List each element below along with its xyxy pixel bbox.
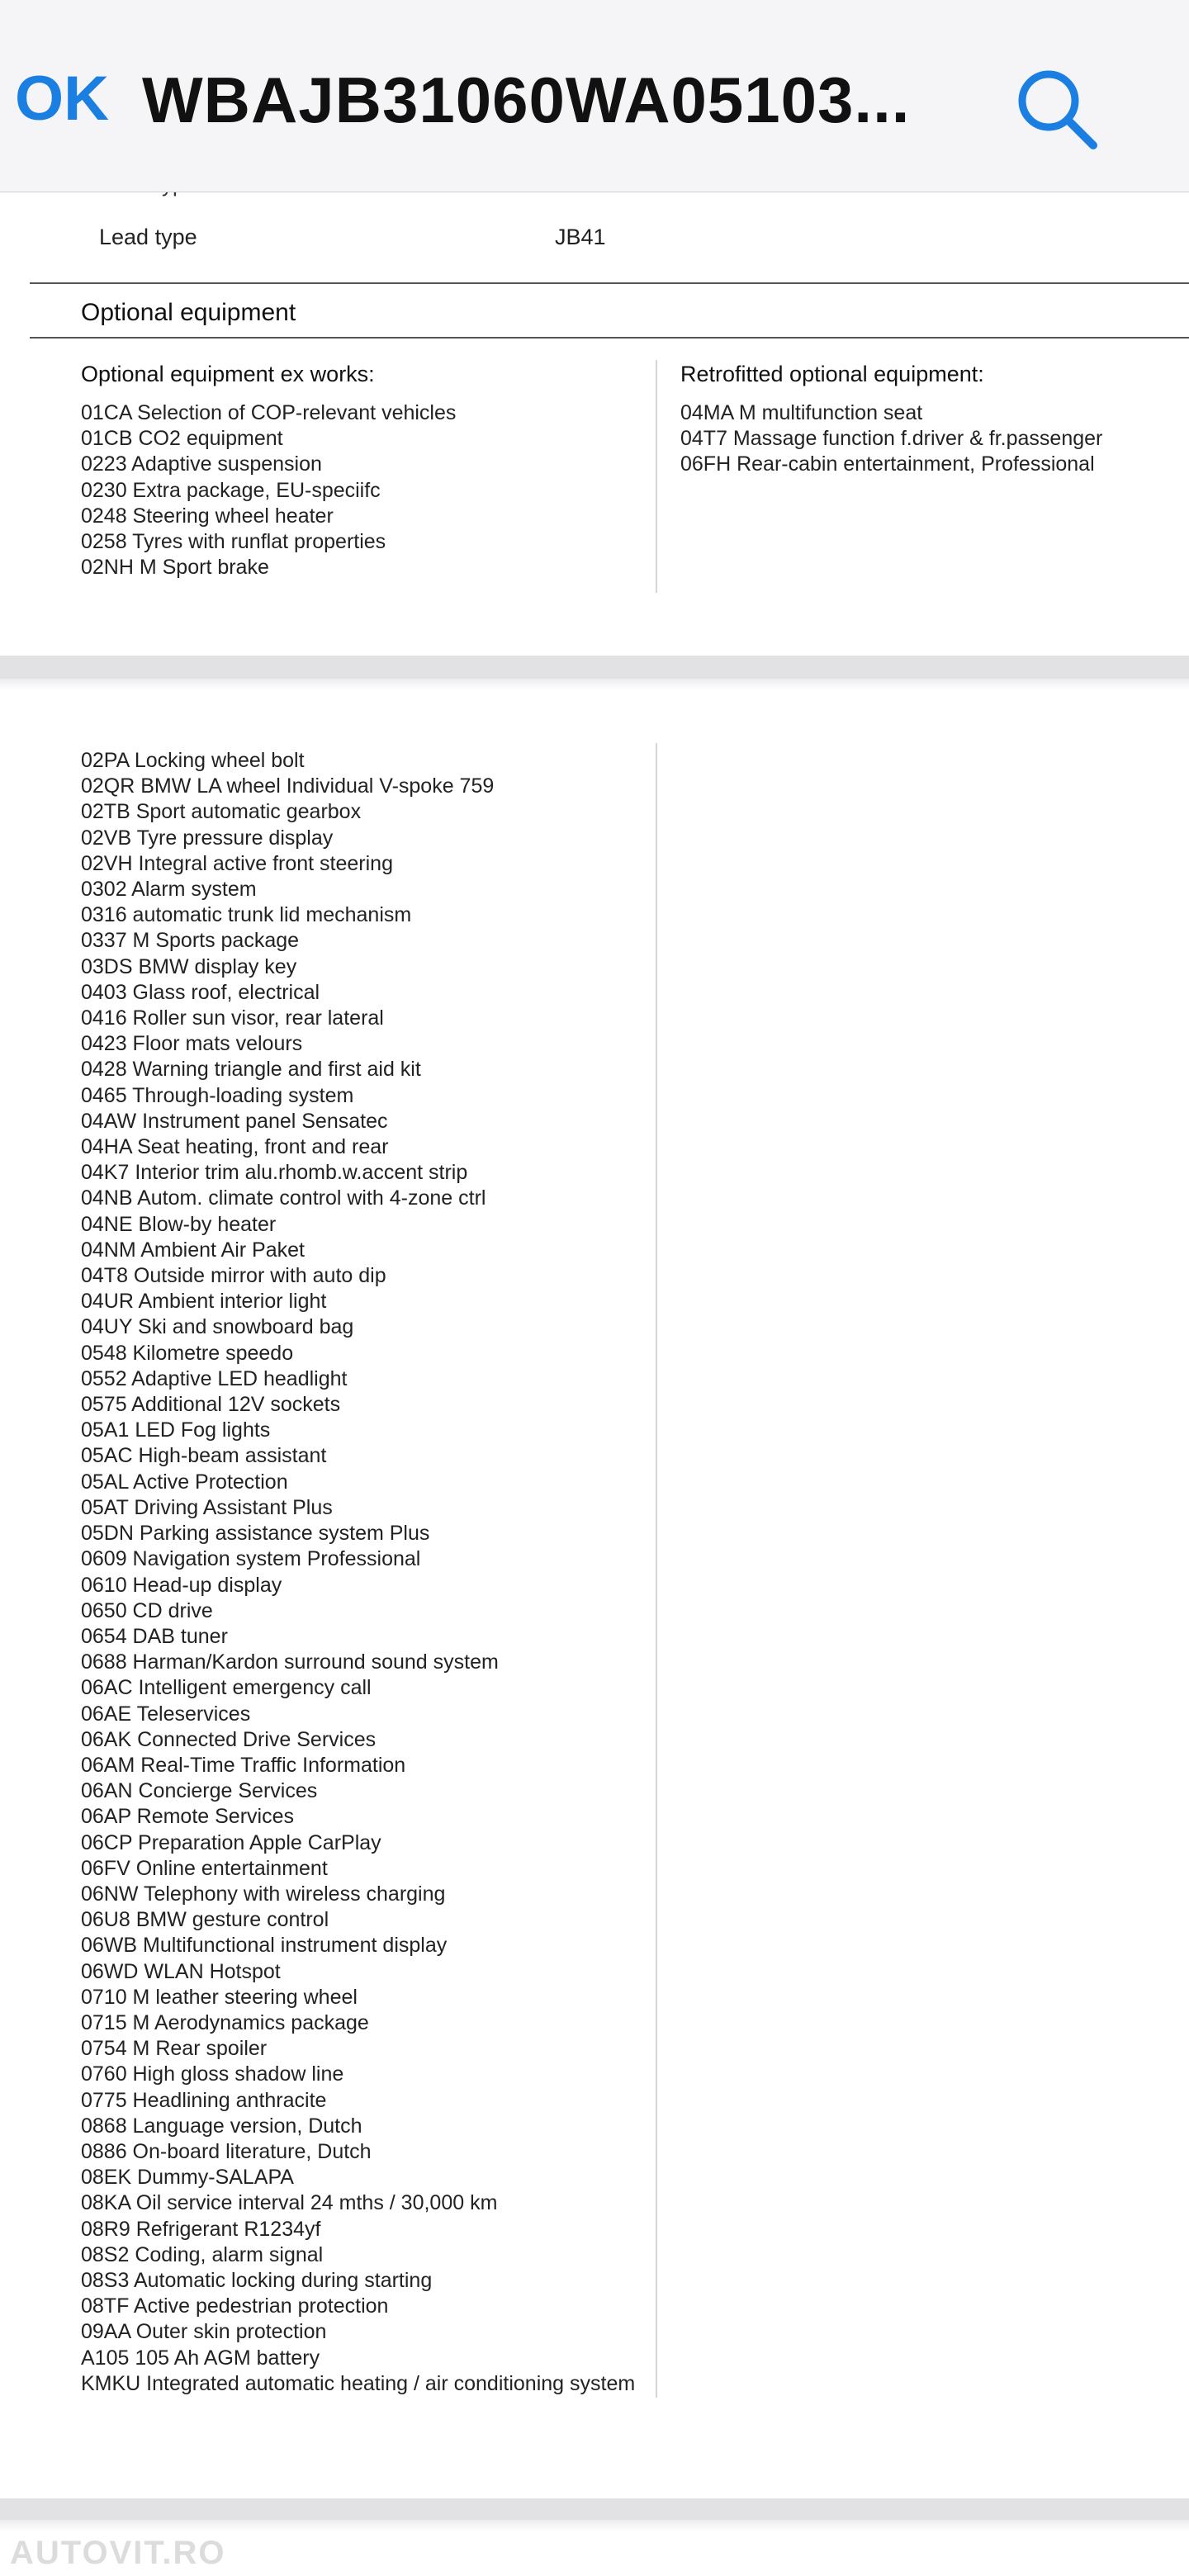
page-break-shadow <box>0 2520 1189 2531</box>
list-item: 0654 DAB tuner <box>81 1624 228 1648</box>
list-item: 0423 Floor mats velours <box>81 1032 303 1056</box>
list-item: 08TF Active pedestrian protection <box>81 2294 389 2318</box>
list-item: 06NW Telephony with wireless charging <box>81 1882 446 1906</box>
list-item: 04HA Seat heating, front and rear <box>81 1135 389 1159</box>
list-item: 04UR Ambient interior light <box>81 1290 327 1314</box>
list-item: 0552 Adaptive LED headlight <box>81 1366 348 1390</box>
list-item: 05A1 LED Fog lights <box>81 1418 271 1442</box>
list-item: 0609 Navigation system Professional <box>81 1547 421 1571</box>
ok-button[interactable]: OK <box>15 64 109 134</box>
section-title: Optional equipment <box>81 299 296 326</box>
list-item: 0754 M Rear spoiler <box>81 2037 268 2061</box>
list-item: 06FV Online entertainment <box>81 1856 328 1880</box>
list-item: 0886 On-board literature, Dutch <box>81 2139 372 2163</box>
list-item: 0223 Adaptive suspension <box>81 452 322 476</box>
list-item: 05AL Active Protection <box>81 1470 288 1494</box>
list-item: 04T8 Outside mirror with auto dip <box>81 1264 386 1288</box>
list-item: 0465 Through-loading system <box>81 1083 354 1107</box>
list-item: 06CP Preparation Apple CarPlay <box>81 1830 381 1854</box>
list-item: 02VB Tyre pressure display <box>81 826 334 850</box>
list-item: 08KA Oil service interval 24 mths / 30,000 km <box>81 2191 498 2215</box>
column-divider <box>656 360 657 593</box>
ex-works-list <box>81 400 456 580</box>
list-item: 06WD WLAN Hotspot <box>81 1959 281 1983</box>
top-bar <box>0 0 1189 192</box>
column-divider <box>656 743 657 2398</box>
list-item: 0650 CD drive <box>81 1598 213 1622</box>
lead-type-label: Lead type <box>99 225 197 249</box>
list-item: 02QR BMW LA wheel Individual V-spoke 759 <box>81 774 495 798</box>
list-item: 0258 Tyres with runflat properties <box>81 530 386 554</box>
list-item: 08R9 Refrigerant R1234yf <box>81 2217 321 2241</box>
page-break <box>0 656 1189 679</box>
list-item: 0428 Warning triangle and first aid kit <box>81 1058 421 1082</box>
list-item: 0337 M Sports package <box>81 929 300 953</box>
list-item: 09AA Outer skin protection <box>81 2320 327 2344</box>
list-item: 04T7 Massage function f.driver & fr.passenger <box>680 427 1103 451</box>
ex-works-heading: Optional equipment ex works: <box>81 362 375 386</box>
list-item: 02PA Locking wheel bolt <box>81 749 305 772</box>
list-item: 04MA M multifunction seat <box>680 401 923 424</box>
list-item: 02VH Integral active front steering <box>81 851 393 875</box>
list-item: 06AK Connected Drive Services <box>81 1727 377 1751</box>
list-item: KMKU Integrated automatic heating / air conditioning system <box>81 2371 636 2395</box>
retrofitted-list <box>680 400 1102 478</box>
list-item: 04AW Instrument panel Sensatec <box>81 1109 388 1133</box>
list-item: 04UY Ski and snowboard bag <box>81 1315 354 1339</box>
list-item: 06U8 BMW gesture control <box>81 1908 329 1932</box>
list-item: 06AC Intelligent emergency call <box>81 1676 372 1700</box>
page-title: WBAJB31060WA05103... <box>142 64 911 136</box>
list-item: 08EK Dummy-SALAPA <box>81 2166 294 2190</box>
list-item: 0575 Additional 12V sockets <box>81 1393 341 1417</box>
list-item: 06AN Concierge Services <box>81 1779 318 1803</box>
retrofitted-heading: Retrofitted optional equipment: <box>680 362 984 386</box>
list-item: 0688 Harman/Kardon surround sound system <box>81 1650 499 1674</box>
search-icon[interactable] <box>1012 64 1103 155</box>
divider <box>30 337 1189 339</box>
list-item: 06AM Real-Time Traffic Information <box>81 1753 406 1777</box>
list-item: 03DS BMW display key <box>81 954 297 978</box>
list-item: 04NB Autom. climate control with 4-zone ctrl <box>81 1186 486 1210</box>
list-item: 0302 Alarm system <box>81 878 257 902</box>
list-item: 0548 Kilometre speedo <box>81 1341 294 1365</box>
list-item: 0248 Steering wheel heater <box>81 504 334 528</box>
divider <box>30 282 1189 284</box>
list-item: 04NE Blow-by heater <box>81 1212 277 1236</box>
list-item: 05AC High-beam assistant <box>81 1444 327 1468</box>
list-item: 0715 M Aerodynamics package <box>81 2010 369 2034</box>
list-item: A105 105 Ah AGM battery <box>81 2346 320 2370</box>
list-item: 0868 Language version, Dutch <box>81 2114 362 2138</box>
list-item: 0775 Headlining anthracite <box>81 2088 327 2112</box>
list-item: 0316 automatic trunk lid mechanism <box>81 903 412 927</box>
list-item: 01CA Selection of COP-relevant vehicles <box>81 401 457 424</box>
list-item: 0230 Extra package, EU-speciifc <box>81 478 381 502</box>
list-item: 0416 Roller sun visor, rear lateral <box>81 1006 384 1030</box>
list-item: 05AT Driving Assistant Plus <box>81 1495 333 1519</box>
list-item: 02TB Sport automatic gearbox <box>81 800 362 824</box>
list-item: 02NH M Sport brake <box>81 556 269 580</box>
list-item: 0760 High gloss shadow line <box>81 2062 344 2086</box>
lead-type-value: JB41 <box>555 225 606 249</box>
list-item: 04K7 Interior trim alu.rhomb.w.accent strip <box>81 1161 468 1185</box>
list-item: 0710 M leather steering wheel <box>81 1985 358 2009</box>
list-item: 01CB CO2 equipment <box>81 427 283 451</box>
list-item: 04NM Ambient Air Paket <box>81 1238 305 1262</box>
list-item: 06AP Remote Services <box>81 1805 294 1829</box>
list-item: 05DN Parking assistance system Plus <box>81 1522 430 1546</box>
list-item: 06WB Multifunctional instrument display <box>81 1934 448 1958</box>
page-break <box>0 2498 1189 2520</box>
ex-works-list-continued <box>81 748 635 2397</box>
list-item: 0610 Head-up display <box>81 1573 282 1597</box>
page-break-shadow <box>0 679 1189 690</box>
list-item: 06FH Rear-cabin entertainment, Professional <box>680 452 1095 476</box>
list-item: 06AE Teleservices <box>81 1702 251 1726</box>
list-item: 08S3 Automatic locking during starting <box>81 2268 433 2292</box>
list-item: 0403 Glass roof, electrical <box>81 980 320 1004</box>
watermark: AUTOVIT.RO <box>10 2535 226 2571</box>
list-item: 08S2 Coding, alarm signal <box>81 2242 324 2266</box>
